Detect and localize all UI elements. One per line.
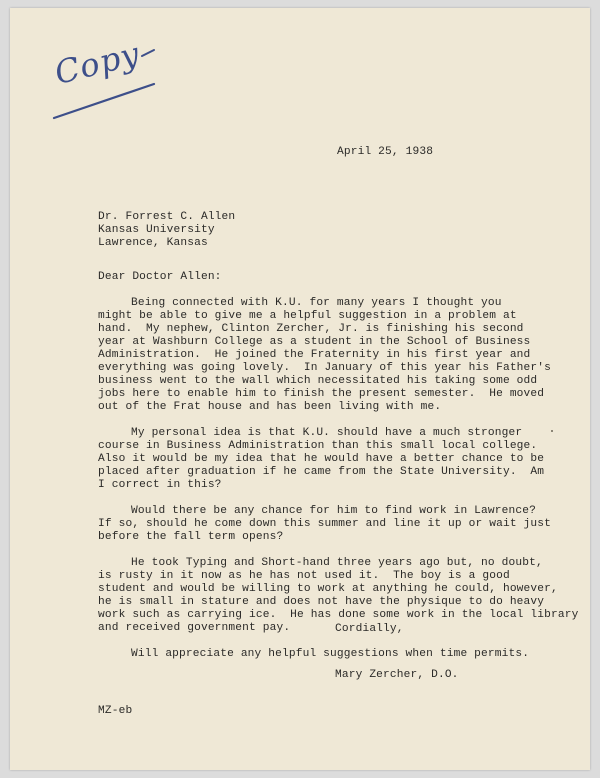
body-line: might be able to give me a helpful suggestion in a problem at (98, 310, 517, 322)
body-line: student and would be willing to work at anything he could, however, (98, 583, 558, 595)
body-line: My personal idea is that K.U. should have a much stronger (131, 427, 523, 439)
letter-date: April 25, 1938 (337, 146, 434, 158)
address-line-3: Lawrence, Kansas (98, 237, 208, 249)
copy-stamp-underline-icon (50, 48, 160, 128)
body-line: Will appreciate any helpful suggestions when time permits. (131, 648, 530, 660)
copy-stamp (50, 34, 160, 128)
body-line: Administration. He joined the Fraternity in his first year and (98, 349, 531, 361)
signature: Mary Zercher, D.O. (335, 669, 459, 681)
body-line: and received government pay. (98, 622, 291, 634)
body-line: he is small in stature and does not have the physique to do heavy (98, 596, 545, 608)
body-line: placed after graduation if he came from the State University. Am (98, 466, 545, 478)
closing-line: Cordially, (335, 623, 404, 635)
body-line: If so, should he come down this summer and line it up or wait just (98, 518, 551, 530)
body-line: out of the Frat house and has been living with me. (98, 401, 442, 413)
body-line: year at Washburn College as a student in the School of Business (98, 336, 531, 348)
body-line: work such as carrying ice. He has done some work in the local library (98, 609, 579, 621)
body-line: jobs here to enable him to finish the present semester. He moved (98, 388, 545, 400)
body-line: Would there be any chance for him to find work in Lawrence? (131, 505, 536, 517)
body-line: I correct in this? (98, 479, 222, 491)
address-line-2: Kansas University (98, 224, 215, 236)
body-line: before the fall term opens? (98, 531, 284, 543)
copy-stamp-text: Copy (50, 34, 144, 92)
body-line: is rusty in it now as he has not used it. The boy is a good (98, 570, 510, 582)
body-line: Also it would be my idea that he would have a better chance to be (98, 453, 545, 465)
body-line: He took Typing and Short-hand three years ago but, no doubt, (131, 557, 543, 569)
body-line: everything was going lovely. In January of this year his Father's (98, 362, 551, 374)
body-line: Being connected with K.U. for many years I thought you (131, 297, 502, 309)
address-line-1: Dr. Forrest C. Allen (98, 211, 236, 223)
paper-speck (551, 430, 553, 432)
letter-page (10, 8, 590, 770)
salutation: Dear Doctor Allen: (98, 271, 222, 283)
body-line: course in Business Administration than this small local college. (98, 440, 538, 452)
body-line: business went to the wall which necessitated his taking some odd (98, 375, 538, 387)
body-line: hand. My nephew, Clinton Zercher, Jr. is finishing his second (98, 323, 524, 335)
typist-initials: MZ-eb (98, 705, 133, 717)
